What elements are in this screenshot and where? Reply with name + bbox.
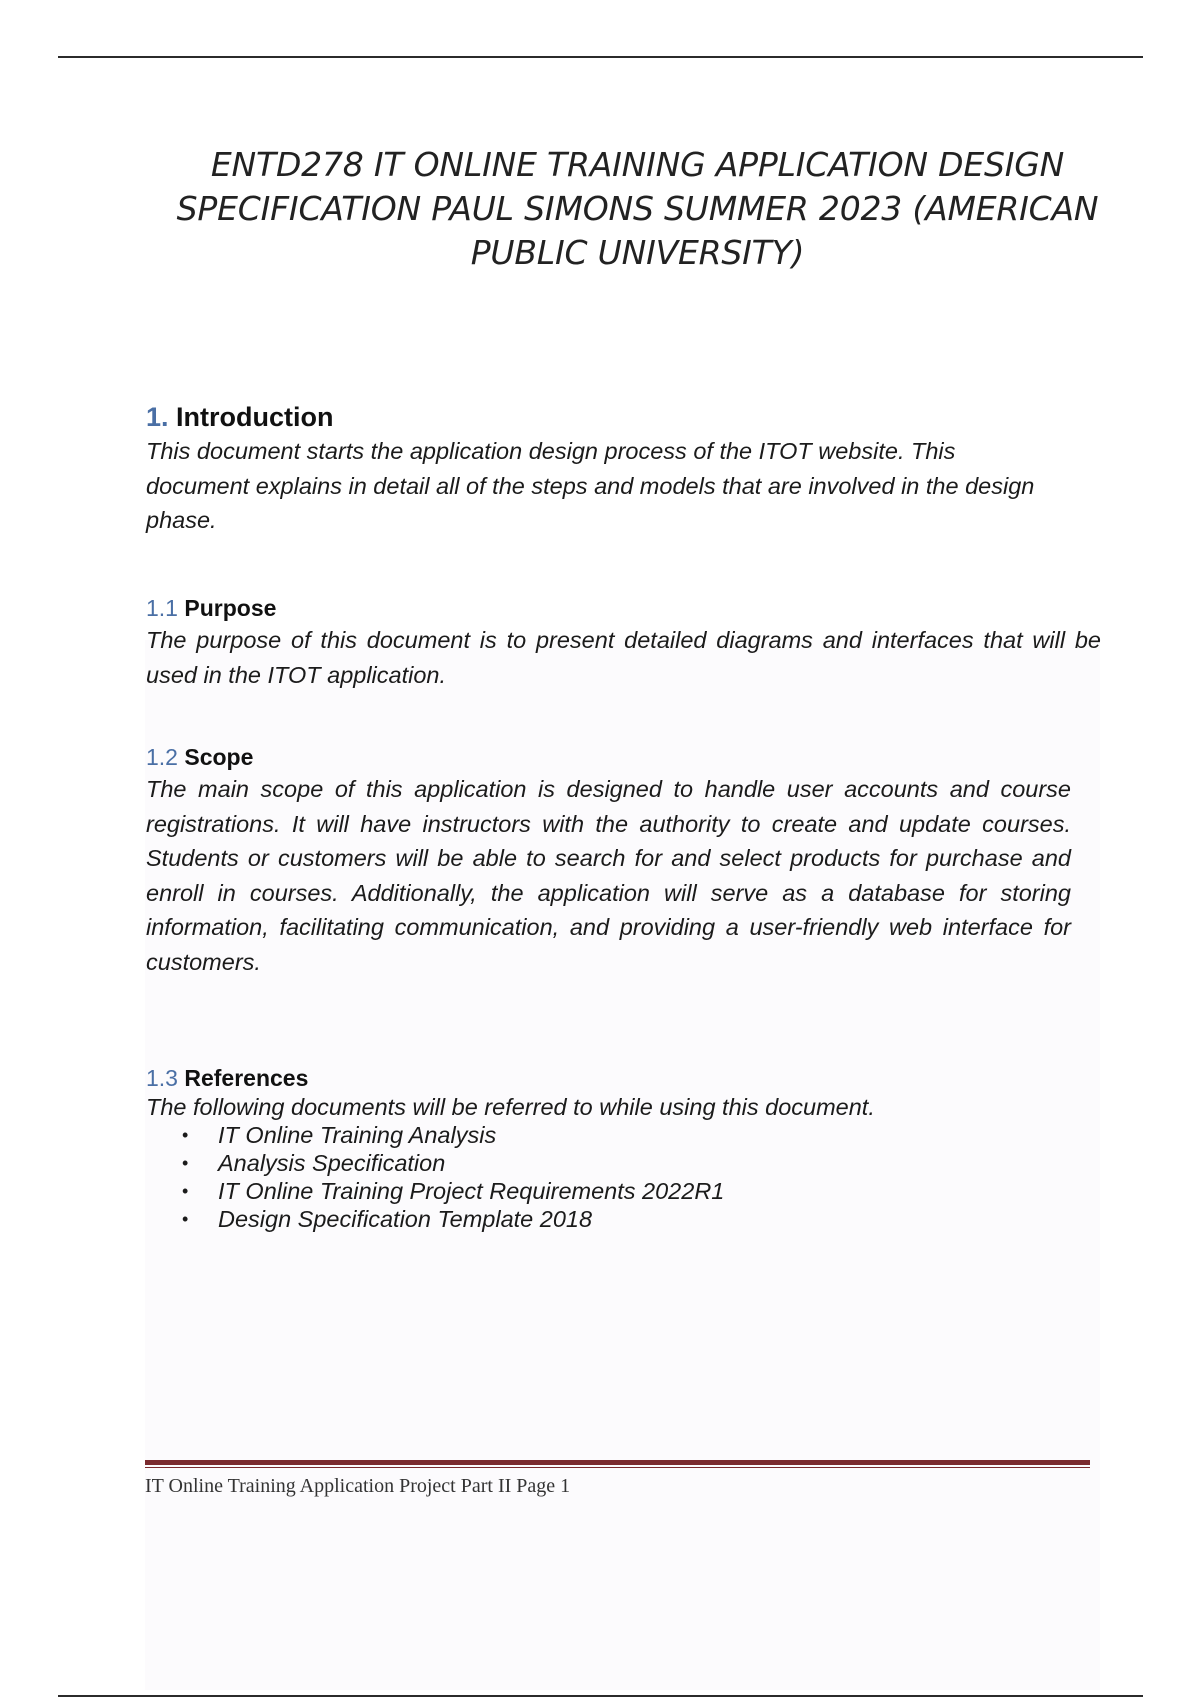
scope-heading — [146, 742, 1074, 772]
purpose-title: Purpose — [184, 595, 277, 621]
top-rule — [58, 56, 1143, 58]
scope-text: The main scope of this application is designed to handle user accounts and course registrations. It will have instructors with the authority to create and update courses. Students or customers will be able to search for and select products for purchase and enroll in courses. Additionally, the application will serve as a database for storing information, facilitating communication, and providing a user-friendly web interface for customers. — [146, 776, 1071, 975]
list-item — [146, 1121, 1074, 1149]
document-title: ENTD278 IT ONLINE TRAINING APPLICATION DESIGN SPECIFICATION PAUL SIMONS SUMMER 2023 (AMERICAN PUBLIC UNIVERSITY) — [176, 145, 1099, 272]
scope-title: Scope — [184, 744, 254, 770]
list-item — [146, 1205, 1074, 1233]
list-item — [146, 1149, 1074, 1177]
introduction-section — [146, 400, 1074, 538]
references-number: 1.3 — [146, 1065, 178, 1091]
scope-section — [146, 742, 1074, 979]
reference-item: Design Specification Template 2018 — [218, 1206, 593, 1232]
bullet-icon: • — [182, 1153, 189, 1173]
bullet-icon: • — [182, 1125, 189, 1145]
reference-item: Analysis Specification — [218, 1150, 446, 1176]
introduction-heading — [146, 400, 1074, 434]
references-intro: The following documents will be referred to while using this document. — [146, 1094, 875, 1120]
bottom-rule — [58, 1695, 1143, 1697]
reference-item: IT Online Training Analysis — [218, 1122, 497, 1148]
bullet-icon: • — [182, 1181, 189, 1201]
footer-text: IT Online Training Application Project Part II Page 1 — [145, 1475, 571, 1497]
references-list — [146, 1121, 1074, 1233]
purpose-number: 1.1 — [146, 595, 178, 621]
list-item — [146, 1177, 1074, 1205]
reference-item: IT Online Training Project Requirements 2022R1 — [218, 1178, 725, 1204]
purpose-section — [146, 593, 1101, 692]
footer-rule — [145, 1460, 1090, 1468]
purpose-text: The purpose of this document is to present detailed diagrams and interfaces that will be used in the ITOT application. — [146, 627, 1101, 688]
references-section — [146, 1063, 1074, 1233]
references-title: References — [184, 1065, 309, 1091]
purpose-heading — [146, 593, 1074, 623]
introduction-number: 1. — [146, 402, 169, 432]
introduction-title: Introduction — [176, 402, 334, 432]
scope-number: 1.2 — [146, 744, 178, 770]
introduction-text: This document starts the application design process of the ITOT website. This document explains in detail all of the steps and models that are involved in the design phase. — [146, 438, 1035, 533]
bullet-icon: • — [182, 1209, 189, 1229]
references-heading — [146, 1063, 1074, 1093]
